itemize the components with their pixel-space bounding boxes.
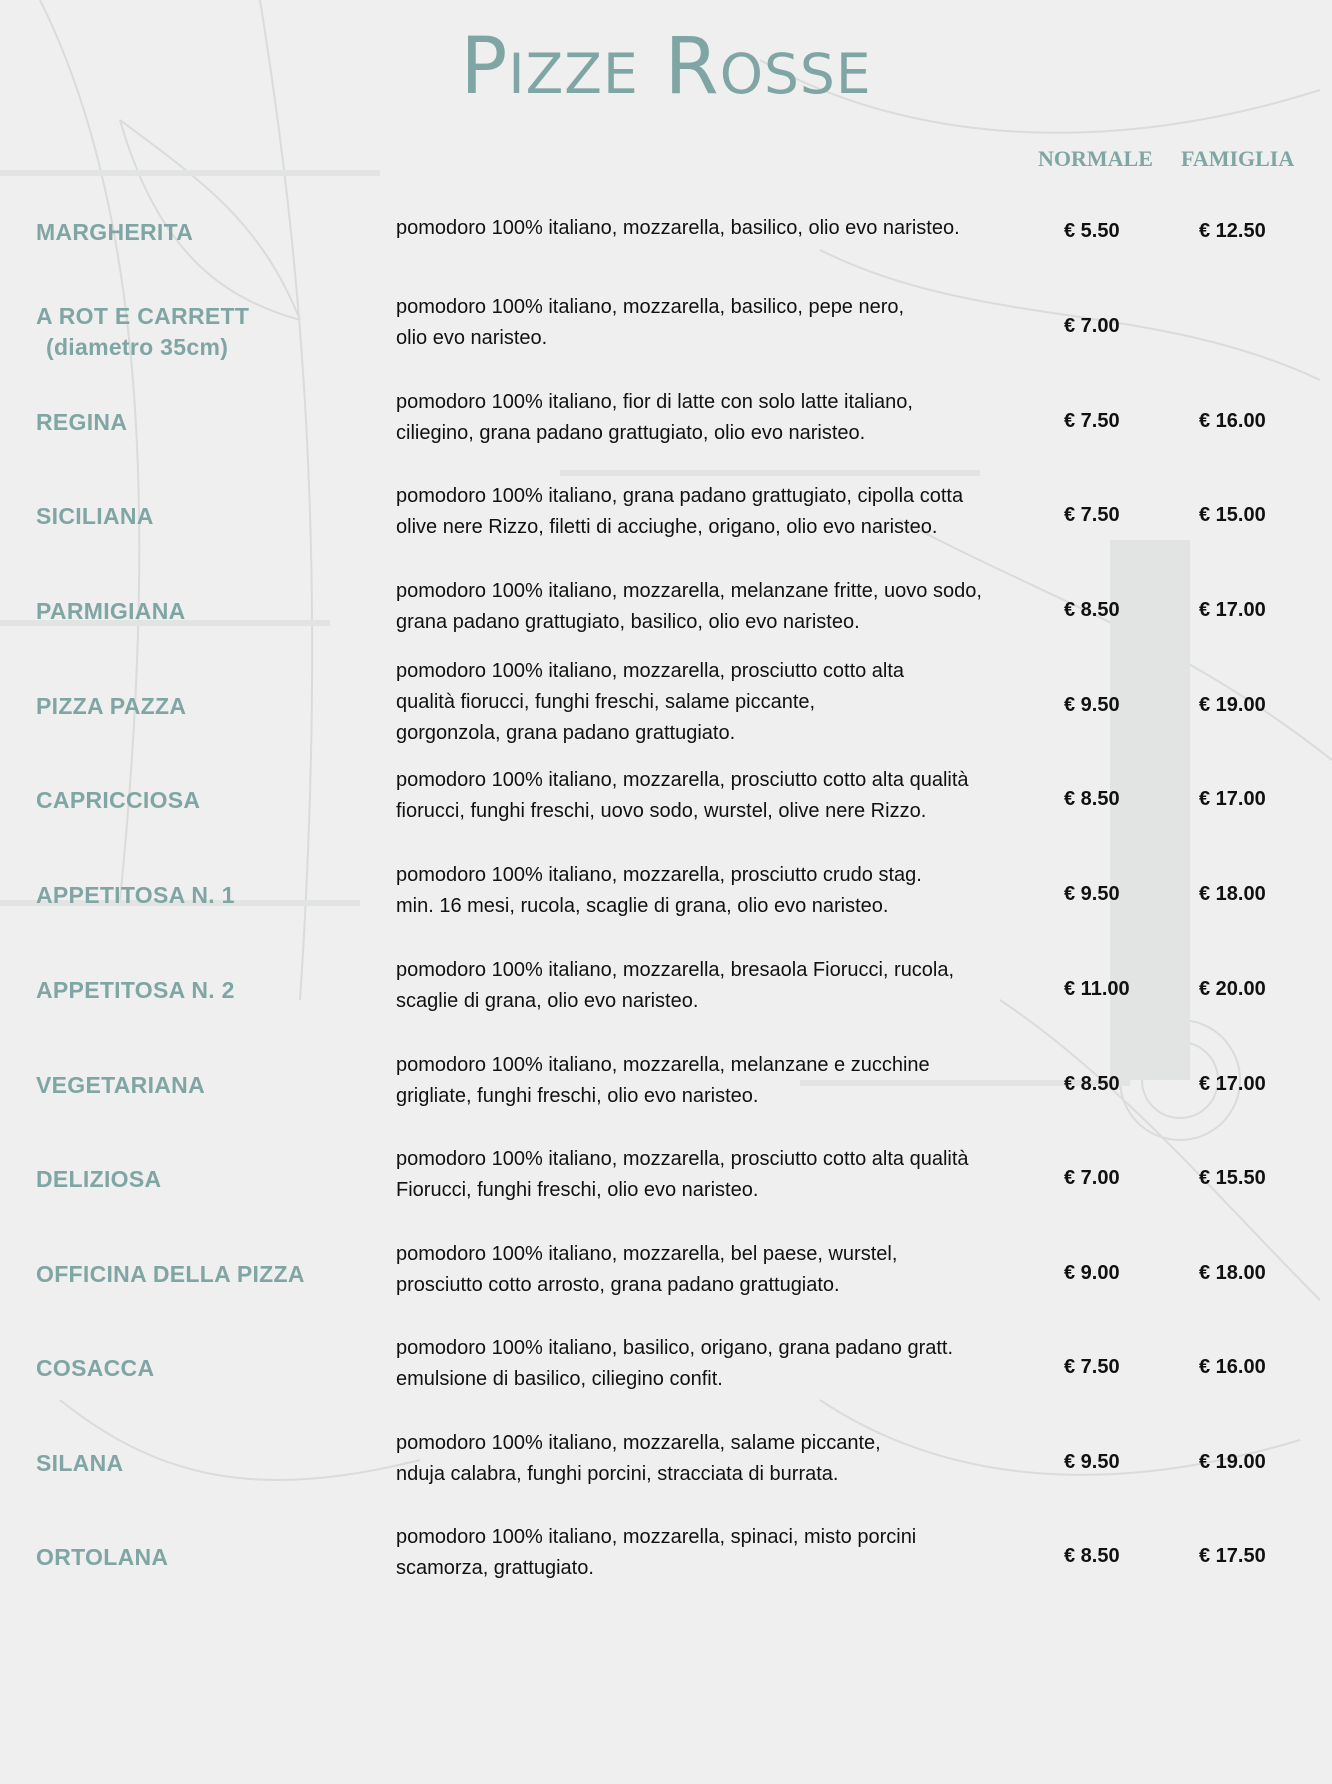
column-header-normale: NORMALE xyxy=(1038,146,1153,171)
description-line: pomodoro 100% italiano, basilico, origano, grana padano gratt. xyxy=(396,1337,954,1359)
pizza-description xyxy=(396,1428,1006,1490)
pizza-name xyxy=(36,787,200,814)
price-normale: € 8.50 xyxy=(1064,788,1120,810)
pizza-name xyxy=(36,882,235,909)
pizza-description xyxy=(396,656,1006,749)
description-line: qualità fiorucci, funghi freschi, salame piccante, xyxy=(396,690,816,713)
pizza-name-text: SICILIANA xyxy=(36,503,154,529)
pizza-name-text: PARMIGIANA xyxy=(36,598,186,624)
price-famiglia: € 16.00 xyxy=(1199,410,1266,432)
pizza-name-text: ORTOLANA xyxy=(36,1544,169,1570)
pizza-name-text: MARGHERITA xyxy=(36,219,194,245)
description-line: min. 16 mesi, rucola, scaglie di grana, olio evo naristeo. xyxy=(396,895,889,917)
pizza-name-text: A ROT E CARRETT xyxy=(36,303,250,329)
pizza-description xyxy=(396,481,1006,543)
price-normale: € 7.00 xyxy=(1064,1167,1120,1189)
pizza-description xyxy=(396,213,1006,244)
pizza-description xyxy=(396,860,1006,922)
pizza-name-text: DELIZIOSA xyxy=(36,1166,162,1192)
pizza-name xyxy=(36,219,193,246)
pizza-name-text: CAPRICCIOSA xyxy=(36,787,201,813)
pizza-name-text: APPETITOSA N. 1 xyxy=(36,882,235,908)
pizza-name xyxy=(36,598,186,625)
price-famiglia: € 18.00 xyxy=(1199,883,1266,905)
price-famiglia: € 17.00 xyxy=(1199,1073,1266,1095)
pizza-name-text: PIZZA PAZZA xyxy=(36,693,187,719)
pizza-description xyxy=(396,1239,1006,1301)
price-normale: € 7.50 xyxy=(1064,410,1120,432)
description-line: pomodoro 100% italiano, mozzarella, spinaci, misto porcini xyxy=(396,1526,917,1548)
description-line: olive nere Rizzo, filetti di acciughe, origano, olio evo naristeo. xyxy=(396,516,938,538)
description-line: pomodoro 100% italiano, mozzarella, prosciutto crudo stag. xyxy=(396,864,922,886)
description-line: pomodoro 100% italiano, mozzarella, melanzane e zucchine xyxy=(396,1054,930,1076)
price-normale: € 5.50 xyxy=(1064,220,1120,242)
pizza-description xyxy=(396,1333,1006,1395)
pizza-name-subtitle: (diametro 35cm) xyxy=(46,334,229,360)
price-normale: € 7.50 xyxy=(1064,504,1120,526)
pizza-description xyxy=(396,576,1006,638)
description-line: Fiorucci, funghi freschi, olio evo naristeo. xyxy=(396,1179,759,1201)
pizza-name xyxy=(36,409,127,436)
pizza-name-text: APPETITOSA N. 2 xyxy=(36,977,235,1003)
pizza-name xyxy=(36,1166,161,1193)
description-line: pomodoro 100% italiano, mozzarella, basilico, olio evo naristeo. xyxy=(396,216,960,239)
pizza-name-text: OFFICINA DELLA PIZZA xyxy=(36,1261,305,1287)
pizza-name xyxy=(36,977,235,1004)
description-line: scamorza, grattugiato. xyxy=(396,1557,594,1579)
price-normale: € 11.00 xyxy=(1064,978,1130,1000)
pizza-name xyxy=(36,303,249,361)
description-line: pomodoro 100% italiano, mozzarella, prosciutto cotto alta xyxy=(396,659,905,682)
price-normale: € 7.50 xyxy=(1064,1356,1120,1378)
price-famiglia: € 19.00 xyxy=(1199,694,1266,716)
price-famiglia: € 17.00 xyxy=(1199,788,1266,810)
price-normale: € 8.50 xyxy=(1064,1073,1120,1095)
price-famiglia: € 19.00 xyxy=(1199,1451,1266,1473)
pizza-name-text: VEGETARIANA xyxy=(36,1072,205,1098)
pizza-description xyxy=(396,955,1006,1017)
price-normale: € 7.00 xyxy=(1064,315,1120,337)
price-normale: € 9.50 xyxy=(1064,1451,1120,1473)
pizza-description xyxy=(396,765,1006,827)
description-line: pomodoro 100% italiano, mozzarella, melanzane fritte, uovo sodo, xyxy=(396,580,982,602)
price-normale: € 8.50 xyxy=(1064,1545,1120,1567)
price-famiglia: € 18.00 xyxy=(1199,1262,1266,1284)
description-line: nduja calabra, funghi porcini, stracciata di burrata. xyxy=(396,1463,839,1485)
pizza-name-text: REGINA xyxy=(36,409,128,435)
pizza-name xyxy=(36,1072,205,1099)
pizza-name-text: SILANA xyxy=(36,1450,124,1476)
description-line: fiorucci, funghi freschi, uovo sodo, wurstel, olive nere Rizzo. xyxy=(396,800,927,822)
price-famiglia: € 12.50 xyxy=(1199,220,1266,242)
pizza-name xyxy=(36,1261,305,1288)
price-normale: € 9.00 xyxy=(1064,1262,1120,1284)
column-header-famiglia: FAMIGLIA xyxy=(1181,146,1295,171)
price-famiglia: € 17.00 xyxy=(1199,599,1266,621)
description-line: pomodoro 100% italiano, mozzarella, basilico, pepe nero, xyxy=(396,296,905,318)
price-normale: € 9.50 xyxy=(1064,694,1120,716)
price-normale: € 9.50 xyxy=(1064,883,1120,905)
description-line: pomodoro 100% italiano, grana padano grattugiato, cipolla cotta xyxy=(396,485,964,507)
pizza-name xyxy=(36,1544,168,1571)
description-line: gorgonzola, grana padano grattugiato. xyxy=(396,721,736,744)
description-line: grana padano grattugiato, basilico, olio evo naristeo. xyxy=(396,611,860,633)
pizza-description xyxy=(396,1522,1006,1584)
description-line: pomodoro 100% italiano, mozzarella, prosciutto cotto alta qualità xyxy=(396,769,969,791)
description-line: grigliate, funghi freschi, olio evo naristeo. xyxy=(396,1085,759,1107)
pizza-description xyxy=(396,387,1006,449)
pizza-name xyxy=(36,693,186,720)
description-line: pomodoro 100% italiano, mozzarella, salame piccante, xyxy=(396,1432,881,1454)
pizza-name xyxy=(36,1355,154,1382)
description-line: pomodoro 100% italiano, mozzarella, bresaola Fiorucci, rucola, xyxy=(396,959,955,981)
description-line: pomodoro 100% italiano, fior di latte con solo latte italiano, xyxy=(396,391,913,413)
price-normale: € 8.50 xyxy=(1064,599,1120,621)
pizza-description xyxy=(396,292,1006,354)
pizza-name xyxy=(36,503,154,530)
description-line: olio evo naristeo. xyxy=(396,327,548,349)
price-famiglia: € 16.00 xyxy=(1199,1356,1266,1378)
description-line: emulsione di basilico, ciliegino confit. xyxy=(396,1368,723,1390)
description-line: pomodoro 100% italiano, mozzarella, prosciutto cotto alta qualità xyxy=(396,1148,969,1170)
menu-title: Pizze Rosse xyxy=(460,22,872,112)
pizza-name-text: COSACCA xyxy=(36,1355,155,1381)
price-famiglia: € 15.50 xyxy=(1199,1167,1266,1189)
description-line: ciliegino, grana padano grattugiato, olio evo naristeo. xyxy=(396,422,866,444)
price-famiglia: € 17.50 xyxy=(1199,1545,1266,1567)
description-line: pomodoro 100% italiano, mozzarella, bel paese, wurstel, xyxy=(396,1243,898,1265)
pizza-description xyxy=(396,1050,1006,1112)
description-line: scaglie di grana, olio evo naristeo. xyxy=(396,990,699,1012)
description-line: prosciutto cotto arrosto, grana padano grattugiato. xyxy=(396,1274,840,1296)
price-famiglia: € 20.00 xyxy=(1199,978,1266,1000)
pizza-name xyxy=(36,1450,123,1477)
pizza-description xyxy=(396,1144,1006,1206)
price-famiglia: € 15.00 xyxy=(1199,504,1266,526)
